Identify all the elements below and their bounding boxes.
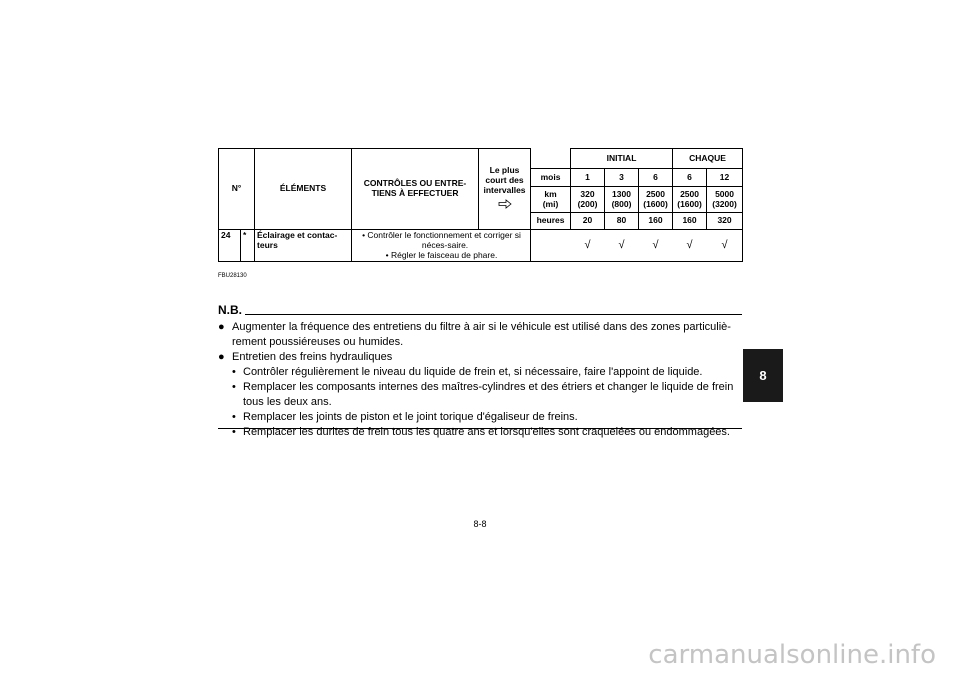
arrow-right-icon xyxy=(498,199,512,212)
header-no: N° xyxy=(219,149,255,230)
task-item: • Contrôler le fonctionnement et corriger si néces-saire. xyxy=(362,230,521,250)
km-cell xyxy=(707,187,743,213)
km-cell xyxy=(571,187,605,213)
header-blank xyxy=(531,149,571,169)
check-mark: √ xyxy=(605,230,639,262)
bullet-icon: ● xyxy=(218,351,225,363)
header-initial: INITIAL xyxy=(571,149,673,169)
mi-value: (3200) xyxy=(712,198,737,209)
mi-value: (200) xyxy=(577,198,598,209)
label-mi-text: (mi) xyxy=(542,198,559,209)
document-code: FBU28130 xyxy=(218,273,247,279)
note-rule-top xyxy=(245,314,742,315)
km-value: 2500 xyxy=(646,188,665,199)
header-every: CHAQUE xyxy=(673,149,743,169)
bullet-icon: • xyxy=(232,411,236,423)
note-body xyxy=(218,320,742,440)
km-value: 320 xyxy=(580,188,595,199)
note-item-text: Entretien des freins hydrauliques xyxy=(232,351,393,363)
header-soonest-line3: intervalles xyxy=(483,185,526,195)
header-soonest xyxy=(479,149,531,230)
heures-cell: 80 xyxy=(605,213,639,230)
mois-cell: 1 xyxy=(571,169,605,187)
watermark: carmanualsonline.info xyxy=(648,640,936,670)
row-tasks xyxy=(352,230,531,262)
note-title: N.B. xyxy=(218,303,242,317)
label-heures: heures xyxy=(531,213,571,230)
note-subitem xyxy=(218,365,742,380)
km-cell xyxy=(605,187,639,213)
header-elements: ÉLÉMENTS xyxy=(255,149,352,230)
note-subitem xyxy=(218,380,742,410)
note-subitem xyxy=(218,410,742,425)
check-blank xyxy=(531,230,571,262)
task-text: Contrôler le fonctionnement et corriger si néces-saire. xyxy=(367,230,521,250)
heures-cell: 320 xyxy=(707,213,743,230)
mois-cell: 6 xyxy=(673,169,707,187)
mois-cell: 3 xyxy=(605,169,639,187)
note-item-text: Augmenter la fréquence des entretiens du filtre à air si le véhicule est utilisé dans des zones particuliè-rement poussiéreuses ou humides. xyxy=(232,321,731,348)
bullet-icon: • xyxy=(232,366,236,378)
check-mark: √ xyxy=(673,230,707,262)
heures-cell: 20 xyxy=(571,213,605,230)
note-item xyxy=(218,350,742,365)
heures-cell: 160 xyxy=(639,213,673,230)
maintenance-table xyxy=(218,148,743,262)
note-subitem-text: Remplacer les composants internes des maîtres-cylindres et des étriers et changer le liquide de frein tous les deux ans. xyxy=(243,381,734,408)
heures-cell: 160 xyxy=(673,213,707,230)
check-mark: √ xyxy=(571,230,605,262)
bullet-icon: • xyxy=(232,426,236,438)
mi-value: (1600) xyxy=(677,198,702,209)
mois-cell: 6 xyxy=(639,169,673,187)
mois-cell: 12 xyxy=(707,169,743,187)
km-value: 1300 xyxy=(612,188,631,199)
header-soonest-line2: court des xyxy=(485,175,524,186)
label-mois: mois xyxy=(531,169,571,187)
note-item xyxy=(218,320,742,350)
km-value: 2500 xyxy=(680,188,699,199)
note-subitem-text: Contrôler régulièrement le niveau du liquide de frein et, si nécessaire, faire l'appoint de liquide. xyxy=(243,366,703,378)
note-subitem-text: Remplacer les durites de frein tous les quatre ans et lorsqu'elles sont craquelées ou endommagées. xyxy=(243,426,730,438)
row-element: Éclairage et contac-teurs xyxy=(255,230,352,262)
task-text: Régler le faisceau de phare. xyxy=(391,249,498,260)
header-checks: CONTRÔLES OU ENTRE-TIENS À EFFECTUER xyxy=(352,149,479,230)
km-cell xyxy=(673,187,707,213)
km-value: 5000 xyxy=(715,188,734,199)
check-mark: √ xyxy=(707,230,743,262)
bullet-icon: ● xyxy=(218,321,225,333)
header-soonest-line1: Le plus xyxy=(489,165,520,176)
task-item: • Régler le faisceau de phare. xyxy=(385,249,498,260)
page-number: 8-8 xyxy=(473,519,487,529)
label-km xyxy=(531,187,571,213)
km-cell xyxy=(639,187,673,213)
label-km-text: km xyxy=(544,188,557,199)
row-number: 24 xyxy=(219,230,241,262)
note-subitem-text: Remplacer les joints de piston et le joint torique d'égaliseur de freins. xyxy=(243,411,578,423)
mi-value: (1600) xyxy=(643,198,668,209)
check-mark: √ xyxy=(639,230,673,262)
mi-value: (800) xyxy=(611,198,632,209)
note-rule-bottom xyxy=(218,428,742,429)
chapter-tab: 8 xyxy=(743,349,783,402)
row-star: * xyxy=(241,230,255,262)
bullet-icon: • xyxy=(232,381,236,393)
